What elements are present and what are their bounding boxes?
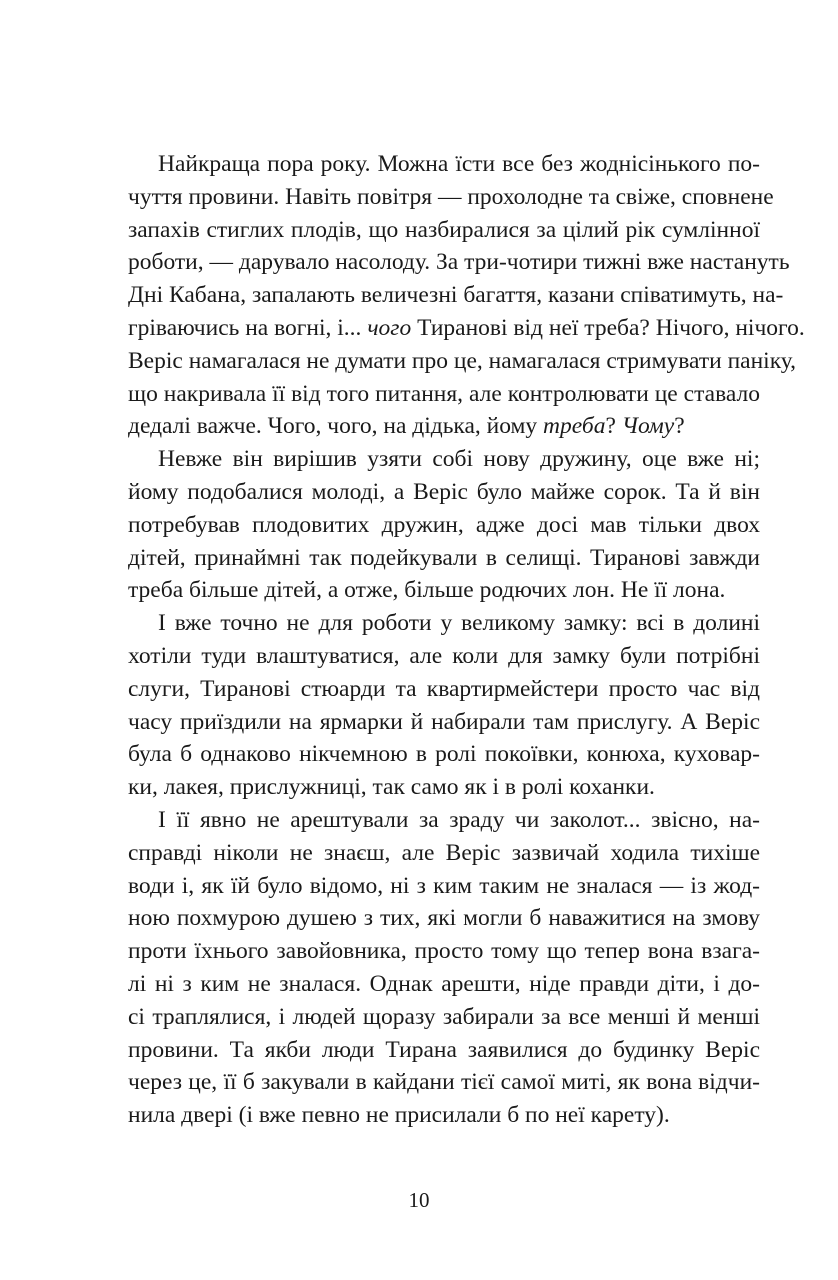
text-line: хотіли туди влаштуватися, але коли для замку були потрібні — [128, 642, 760, 669]
text-line: через це, її б закували в кайдани тієї самої миті, як вона відчи- — [128, 1069, 760, 1096]
text-line: справді ніколи не знаєш, але Веріс зазвичай ходила тихіше — [128, 839, 760, 866]
text-line: води і, як їй було відомо, ні з ким таким не зналася — із жод- — [128, 872, 760, 899]
text-line: гріваючись на вогні, і... чого Тиранові від неї треба? Нічого, нічого. — [128, 314, 805, 341]
text-line: чуття провини. Навіть повітря — прохолодне та свіже, сповнене — [128, 183, 774, 210]
text-line: йому подобалися молоді, а Веріс було майже сорок. Та й він — [128, 478, 760, 505]
text-line: треба більше дітей, а отже, більше родючих лон. Не її лона. — [128, 577, 726, 604]
text-line: ною похмурою душею з тих, які могли б наважитися на змову — [128, 905, 760, 932]
text-line: слуги, Тиранові стюарди та квартирмейстери просто час від — [128, 675, 760, 702]
text-line: Невже він вирішив узяти собі нову дружину, оце вже ні; — [158, 446, 760, 473]
text-line: І її явно не арештували за зраду чи заколот... звісно, на- — [158, 806, 760, 833]
emphasis: чого — [367, 314, 412, 341]
emphasis: треба — [543, 413, 606, 440]
text-line: сі траплялися, і людей щоразу забирали за все менші й менші — [128, 1003, 760, 1030]
text-line: нила двері (і вже певно не присилали б по неї карету). — [128, 1102, 670, 1129]
paragraph — [128, 443, 760, 607]
text-line: Дні Кабана, запалають величезні багаття, казани співатимуть, на- — [128, 282, 784, 309]
text-line: лі ні з ким не зналася. Однак арешти, ніде правди діти, і до- — [128, 970, 760, 997]
emphasis: Чому — [621, 413, 675, 440]
text-line: часу приїздили на ярмарки й набирали там прислугу. А Веріс — [128, 708, 760, 735]
paragraph — [128, 148, 805, 443]
text-line: Найкраща пора року. Можна їсти все без жоднісінького по- — [158, 151, 760, 177]
text-line: була б однаково нікчемною в ролі покоївки, конюха, куховар- — [128, 741, 760, 768]
text-line: потребував плодовитих дружин, адже досі мав тільки двох — [128, 511, 760, 538]
text-line: що накривала її від того питання, але контролювати це ставало — [128, 380, 760, 407]
paragraph — [128, 607, 760, 804]
text-line: Веріс намагалася не думати про це, намагалася стримувати паніку, — [128, 347, 797, 374]
body-text — [128, 148, 805, 1132]
text-line: роботи, — дарувало насолоду. За три-чотири тижні вже настануть — [128, 249, 790, 276]
text-line: провини. Та якби люди Тирана заявилися до будинку Веріс — [128, 1036, 760, 1063]
text-line: ки, лакея, прислужниці, так само як і в ролі коханки. — [128, 774, 655, 801]
text-line: дедалі важче. Чого, чого, на дідька, йому треба? Чому? — [128, 413, 685, 440]
text-line: І вже точно не для роботи у великому замку: всі в долині — [158, 610, 760, 637]
text-line: дітей, принаймні так подейкували в селищі. Тиранові завжди — [128, 544, 760, 571]
text-line: запахів стиглих плодів, що назбиралися за цілий рік сумлінної — [128, 216, 760, 243]
page-number: 10 — [408, 1188, 430, 1212]
text-line: проти їхнього завойовника, просто тому що тепер вона взага- — [128, 938, 760, 965]
paragraph — [128, 804, 760, 1132]
